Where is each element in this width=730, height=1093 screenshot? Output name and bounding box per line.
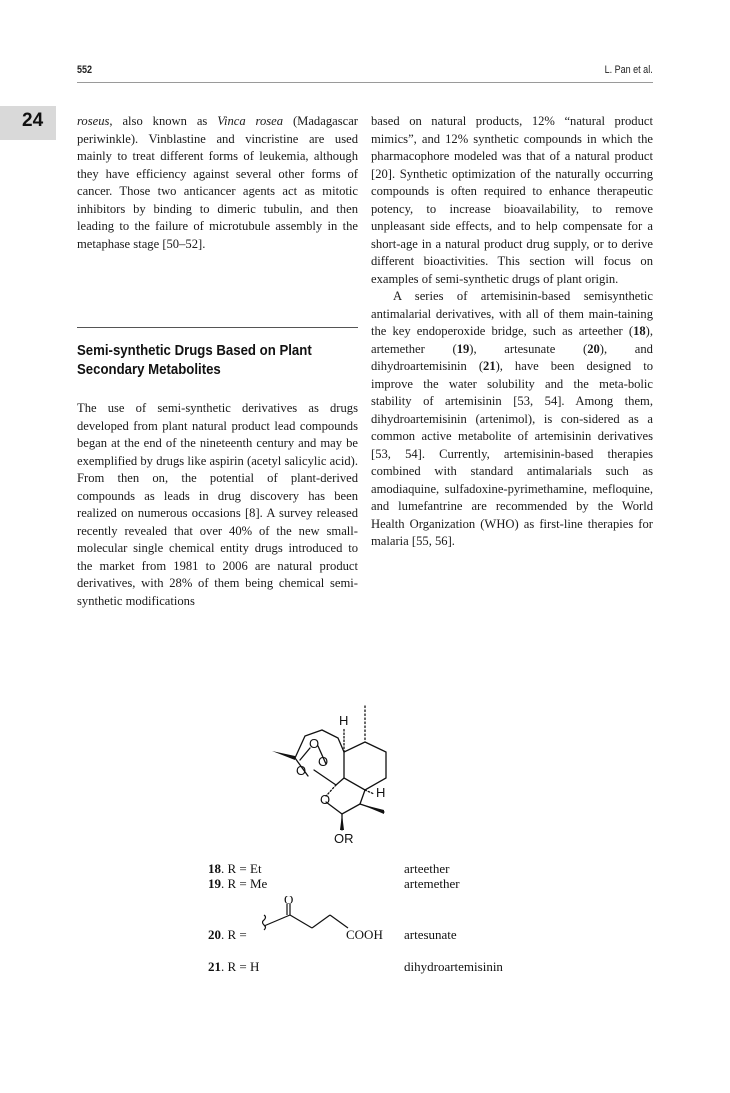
compound-ref: 19 [456, 341, 470, 356]
atom-o-ring: O [296, 763, 307, 778]
text-run: ), and dihydroartemisinin ( [371, 341, 653, 373]
text-run: (Madagascar periwinkle). Vinblastine and vincristine are used mainly to treat different forms of leukemia, although they have efficiency against several other forms of cancer. Those two anticancer agents act as mitotic inhibitors by binding to dimeric tubulin, and then leading to the failure of microtubule assembly in the metaphase stage [50–52]. [77, 114, 358, 251]
compound-ref: 18 [633, 324, 646, 338]
compound-ref: 20 [587, 341, 600, 356]
compound-formula: . R = Me [221, 876, 268, 891]
paragraph [371, 288, 653, 551]
compound-21-formula [208, 959, 259, 974]
compound-19-formula [208, 876, 267, 891]
artemisinin-core-structure [255, 695, 425, 845]
column-left-bottom-text [77, 400, 358, 610]
atom-h-top: H [339, 713, 349, 728]
paragraph: The use of semi-synthetic derivatives as drugs developed from plant natural product lead compounds began at the end of the nineteenth century and may be exemplified by drugs like aspirin (acetyl salicylic acid). From then on, the potential of plant-derived compounds as leads in drug discovery has been realized on numerous occasions [8]. A survey released recently revealed that over 40% of the new small-molecular single chemical entity drugs introduced to the market from 1981 to 2006 are natural product derivatives, with 28% of them being chemical semi-synthetic modifications [77, 401, 358, 608]
compound-20-name: artesunate [404, 927, 457, 942]
compound-20-formula [208, 927, 247, 942]
compound-number: 21 [208, 959, 221, 974]
atom-or: OR [334, 831, 354, 845]
atom-h-right: H [376, 785, 386, 800]
atom-o-peroxide-1: O [309, 736, 320, 751]
atom-o-peroxide-2: O [318, 754, 329, 769]
header-rule [77, 82, 653, 83]
compound-formula: . R = Et [221, 861, 262, 876]
cooh-group: COOH [346, 927, 383, 942]
section-rule [77, 327, 358, 328]
compound-formula: . R = H [221, 959, 260, 974]
compound-formula: . R = [221, 927, 247, 942]
column-left-top-text [77, 113, 358, 253]
succinate-substituent [262, 896, 352, 946]
carbonyl-o: O [284, 896, 294, 907]
text-run: ), artemether ( [371, 324, 653, 356]
text-run: ), artesunate ( [469, 341, 588, 356]
compound-number: 19 [208, 876, 221, 891]
compound-18-name: arteether [404, 861, 450, 876]
running-head-authors: L. Pan et al. [604, 64, 653, 76]
atom-o-pyran: O [320, 792, 331, 807]
compound-18-formula [208, 861, 262, 876]
compound-21-name: dihydroartemisinin [404, 959, 503, 974]
species-synonym: Vinca rosea [217, 114, 284, 128]
page-number: 552 [77, 64, 93, 76]
compound-number: 20 [208, 927, 221, 942]
compound-ref: 21 [483, 359, 496, 373]
paragraph [77, 113, 358, 253]
text-run: A series of artemisinin-based semisynthetic antimalarial derivatives, with all of them main-taining the key endoperoxide bridge, such as arteether ( [371, 289, 653, 338]
section-heading: Semi-synthetic Drugs Based on Plant Secondary Metabolites [77, 342, 312, 378]
column-right-text [371, 113, 653, 551]
compound-19-name: artemether [404, 876, 460, 891]
species-name: roseus [77, 114, 110, 128]
paragraph: based on natural products, 12% “natural product mimics”, and 12% synthetic compounds in which the pharmacophore modeled was that of a natural product [20]. Synthetic optimization of the naturally occurring compounds is often required to enhance therapeutic potency, to increase bioavailability, to remove unpleasant side effects, and to help compensate for a short-age in a natural product drug supply, or to derive different bioactivities. This section will focus on examples of semi-synthetic drugs of plant origin. [371, 114, 653, 286]
text-run: , also known as [109, 114, 218, 128]
compound-number: 18 [208, 861, 221, 876]
chapter-number: 24 [22, 110, 44, 131]
text-run: ), have been designed to improve the water solubility and the meta-bolic stability of artemisinin [53, 54]. Among them, dihydroartemisinin (artenimol), is con-sidered as a common active metabolite of artemisinin derivatives [53, 54]. Currently, artemisinin-based therapies combined with standard antimalarials such as amodiaquine, sulfadoxine-pyrimethamine, mefloquine, and lumefantrine are recommended by the World Health Organization (WHO) as first-line therapies for malaria [55, 56]. [371, 359, 653, 548]
